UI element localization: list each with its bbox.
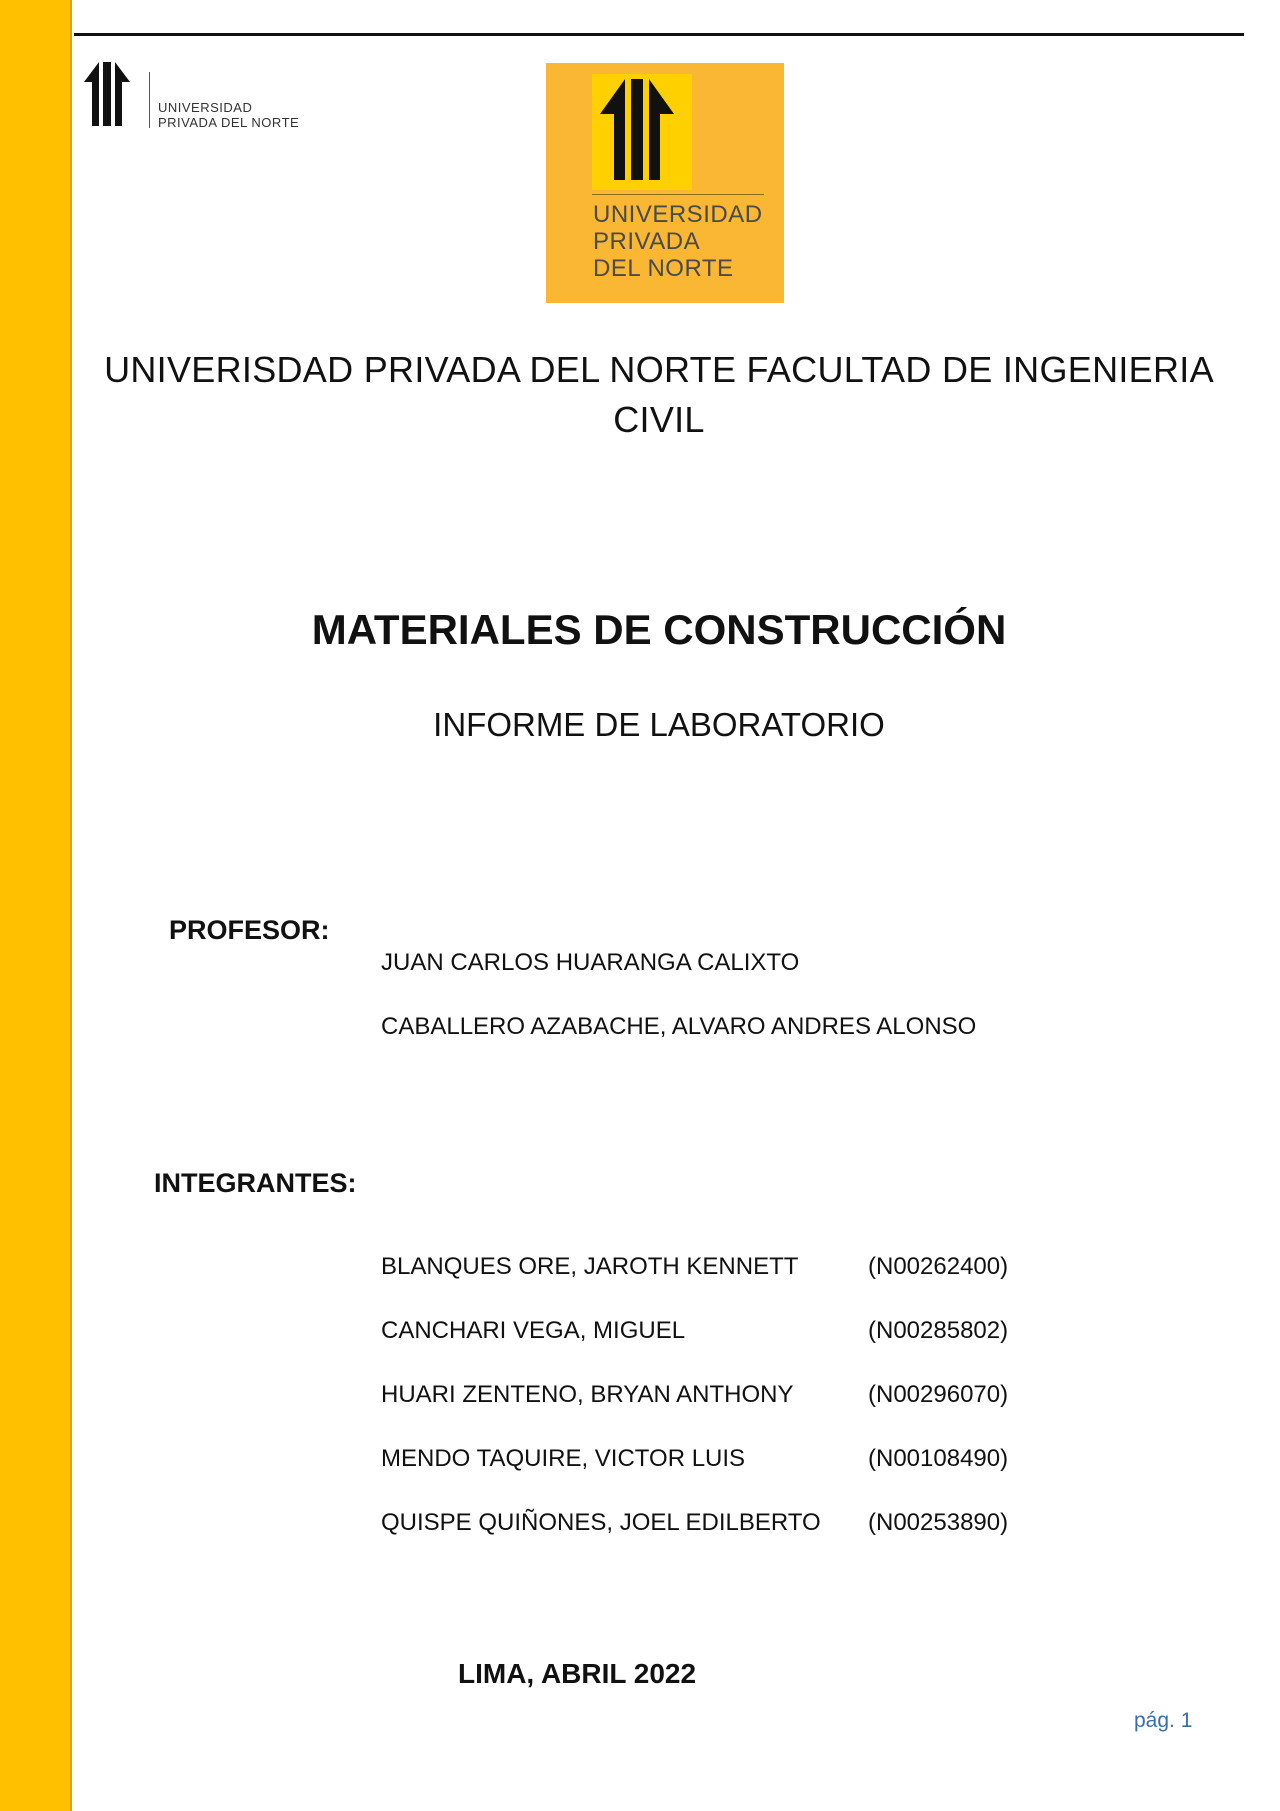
logo-line2: PRIVADA (593, 228, 701, 255)
member-row (381, 1508, 1041, 1538)
upn-arrow-icon (82, 60, 142, 128)
sidebar-accent-bar (0, 0, 72, 1811)
member-name: CANCHARI VEGA, MIGUEL (381, 1317, 686, 1344)
logo-mark (592, 74, 692, 190)
member-name: MENDO TAQUIRE, VICTOR LUIS (381, 1445, 746, 1472)
members-label: INTEGRANTES: (154, 1168, 357, 1198)
university-logo (546, 63, 784, 303)
member-code: (N00253890) (868, 1509, 1009, 1536)
place-date: LIMA, ABRIL 2022 (458, 1658, 697, 1689)
member-code: (N00296070) (868, 1381, 1009, 1408)
header-logo (82, 60, 342, 132)
upn-arrow-icon (592, 74, 692, 190)
logo-divider (149, 72, 150, 128)
page-number: pág. 1 (1134, 1709, 1193, 1732)
member-name: QUISPE QUIÑONES, JOEL EDILBERTO (381, 1509, 821, 1536)
member-code: (N00285802) (868, 1317, 1009, 1344)
logo-line3: DEL NORTE (593, 255, 734, 282)
report-type: INFORME DE LABORATORIO (433, 706, 885, 743)
header-logo-line1: UNIVERSIDAD (158, 100, 253, 115)
member-name: BLANQUES ORE, JAROTH KENNETT (381, 1253, 799, 1280)
member-row (381, 1252, 1041, 1282)
member-row (381, 1316, 1041, 1346)
header-logo-line2: PRIVADA DEL NORTE (158, 115, 300, 130)
university-title: UNIVERISDAD PRIVADA DEL NORTE FACULTAD DE INGENIERIA CIVIL (104, 349, 1214, 440)
professor-line: CABALLERO AZABACHE, ALVARO ANDRES ALONSO (381, 1013, 977, 1040)
logo-line1: UNIVERSIDAD (593, 201, 763, 228)
member-code: (N00262400) (868, 1253, 1009, 1280)
logo-rule (592, 194, 764, 195)
member-row (381, 1444, 1041, 1474)
professor-label: PROFESOR: (169, 915, 330, 945)
course-title: MATERIALES DE CONSTRUCCIÓN (311, 606, 1007, 653)
member-code: (N00108490) (868, 1445, 1009, 1472)
professor-line: JUAN CARLOS HUARANGA CALIXTO (381, 949, 800, 976)
member-row (381, 1380, 1041, 1410)
member-name: HUARI ZENTENO, BRYAN ANTHONY (381, 1381, 794, 1408)
header-rule (74, 33, 1244, 36)
